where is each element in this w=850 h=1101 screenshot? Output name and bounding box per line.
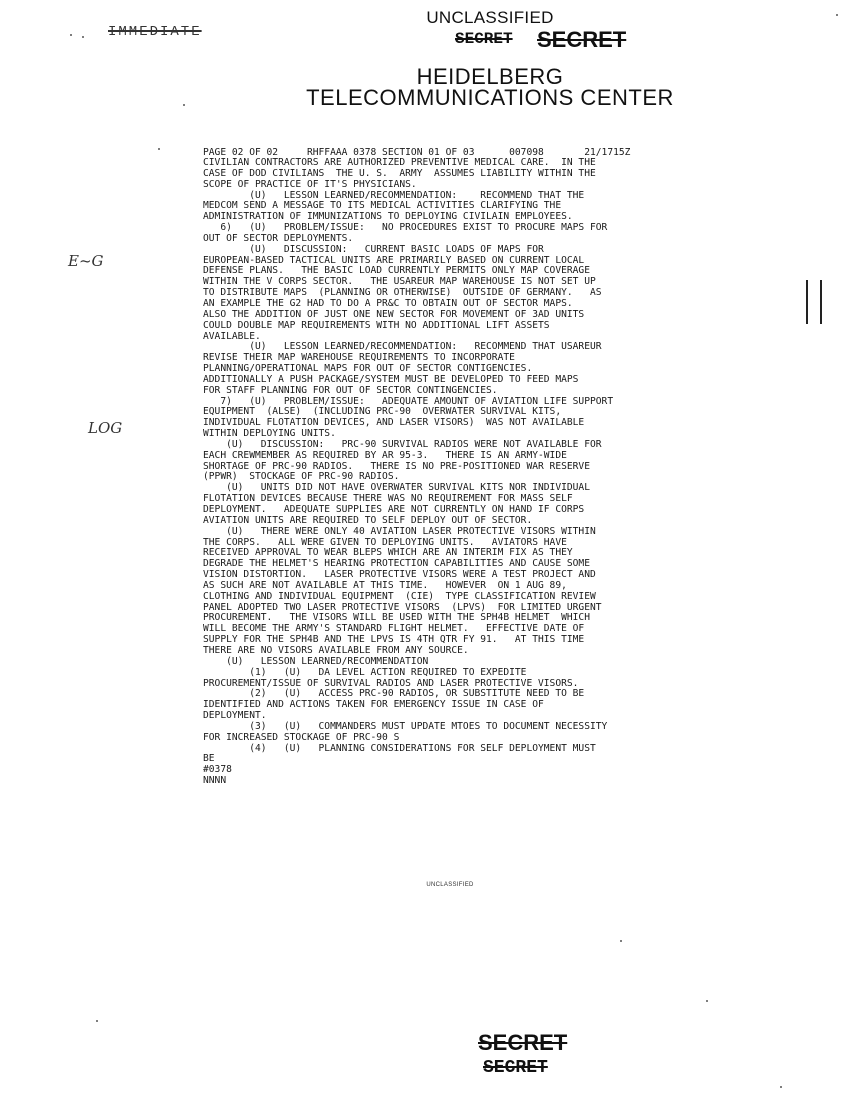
scan-speck [158, 148, 160, 150]
scan-speck [70, 34, 72, 36]
corner-precedence-mark: IMMEDIATE [108, 24, 202, 40]
secret-strikethrough-marking: SECRET [455, 30, 513, 48]
secret-marking-header: SECRET [537, 27, 627, 52]
scan-speck [836, 14, 838, 16]
center-title-line-2: TELECOMMUNICATIONS CENTER [306, 85, 674, 110]
scan-speck [780, 1086, 782, 1088]
scan-speck [183, 104, 185, 106]
footer-classification: UNCLASSIFIED [426, 882, 474, 888]
scan-speck [620, 940, 622, 942]
center-title-line-1: HEIDELBERG [416, 64, 564, 89]
top-classification: UNCLASSIFIED [426, 8, 554, 27]
margin-bracket-mark [806, 280, 822, 324]
scan-speck [82, 36, 84, 38]
secret-marking-footer: SECRET [478, 1030, 568, 1055]
message-body: CIVILIAN CONTRACTORS ARE AUTHORIZED PREVENTIVE MEDICAL CARE. IN THE CASE OF DOD CIVILIANS THE U. S. ARMY ASSUMES LIABILITY WITHIN THE SCOPE OF PRACTICE OF IT'S PHYSICIANS. (U) LESSON LEARNED/RECOMMENDATION: RECOMMEND THAT THE MEDCOM SEND A MESSAGE TO ITS MEDICAL ACTIVITIES CLARIFYING THE ADMINISTRATION OF IMMUNIZATIONS TO DEPLOYING CIVILAIN EMPLOYEES. 6) (U) PROBLEM/ISSUE: NO PROCEDURES EXIST TO PROCURE MAPS FOR OUT OF SECTOR DEPLOYMENTS. (U) DISCUSSION: CURRENT BASIC LOADS OF MAPS FOR EUROPEAN-BASED TACTICAL UNITS ARE PRIMARILY BASED ON CURRENT LOCAL DEFENSE PLANS. THE BASIC LOAD CURRENTLY PERMITS ONLY MAP COVERAGE WITHIN THE V CORPS SECTOR. THE USAREUR MAP WAREHOUSE IS NOT SET UP TO DISTRIBUTE MAPS (PLANNING OR OTHERWISE) OUTSIDE OF GERMANY. AS AN EXAMPLE THE G2 HAD TO DO A PR&C TO OBTAIN OUT OF SECTOR MAPS. ALSO THE ADDITION OF JUST ONE NEW SECTOR FOR MOVEMENT OF 3AD UNITS COULD DOUBLE MAP REQUIREMENTS WITH NO ADDITIONAL LIFT ASSETS AVAILABLE. (U) LESSON LEARNED/RECOMMENDATION: RECOMMEND THAT USAREUR REVISE THEIR MAP WAREHOUSE REQUIREMENTS TO INCORPORATE PLANNING/OPERATIONAL MAPS FOR OUT OF SECTOR CONTIGENCIES. ADDITIONALLY A PUSH PACKAGE/SYSTEM MUST BE DEVELOPED TO FEED MAPS FOR STAFF PLANNING FOR OUT OF SECTOR CONTINGENCIES. 7) (U) PROBLEM/ISSUE: ADEQUATE AMOUNT OF AVIATION LIFE SUPPORT EQUIPMENT (ALSE) (INCLUDING PRC-90 OVERWATER SURVIVAL KITS, INDIVIDUAL FLOTATION DEVICES, AND LASER VISORS) WAS NOT AVAILABLE WITHIN DEPLOYING UNITS. (U) DISCUSSION: PRC-90 SURVIVAL RADIOS WERE NOT AVAILABLE FOR EACH CREWMEMBER AS REQUIRED BY AR 95-3. THERE IS AN ARMY-WIDE SHORTAGE OF PRC-90 RADIOS. THERE IS NO PRE-POSITIONED WAR RESERVE (PPWR) STOCKAGE OF PRC-90 RADIOS. (U) UNITS DID NOT HAVE OVERWATER SURVIVAL KITS NOR INDIVIDUAL FLOTATION DEVICES BECAUSE THERE WAS NO REQUIREMENT FOR MASS SELF DEPLOYMENT. ADEQUATE SUPPLIES ARE NOT CURRENTLY ON HAND IF CORPS AVIATION UNITS ARE REQUIRED TO SELF DEPLOY OUT OF SECTOR. (U) THERE WERE ONLY 40 AVIATION LASER PROTECTIVE VISORS WITHIN THE CORPS. ALL WERE GIVEN TO DEPLOYING UNITS. AVIATORS HAVE RECEIVED APPROVAL TO WEAR BLEPS WHICH ARE AN INTERIM FIX AS THEY DEGRADE THE HELMET'S HEARING PROTECTION CAPABILITIES AND CAUSE SOME VISION DISTORTION. LASER PROTECTIVE VISORS WERE A TEST PROJECT AND AS SUCH ARE NOT AVAILABLE AT THIS TIME. HOWEVER ON 1 AUG 89, CLOTHING AND INDIVIDUAL EQUIPMENT (CIE) TYPE CLASSIFICATION REVIEW PANEL ADOPTED TWO LASER PROTECTIVE VISORS (LPVS) FOR LIMITED URGENT PROCUREMENT. THE VISORS WILL BE USED WITH THE SPH4B HELMET WHICH WILL BECOME THE ARMY'S STANDARD FLIGHT HELMET. EFFECTIVE DATE OF SUPPLY FOR THE SPH4B AND THE LPVS IS 4TH QTR FY 91. AT THIS TIME THERE ARE NO VISORS AVAILABLE FROM ANY SOURCE. (U) LESSON LEARNED/RECOMMENDATION (1) (U) DA LEVEL ACTION REQUIRED TO EXPEDITE PROCUREMENT/ISSUE OF SURVIVAL RADIOS AND LASER PROTECTIVE VISORS. (2) (U) ACCESS PRC-90 RADIOS, OR SUBSTITUTE NEED TO BE IDENTIFIED AND ACTIONS TAKEN FOR EMERGENCY ISSUE IN CASE OF DEPLOYMENT. (3) (U) COMMANDERS MUST UPDATE MTOES TO DOCUMENT NECESSITY FOR INCREASED STOCKAGE OF PRC-90 S (4) (U) PLANNING CONSIDERATIONS FOR SELF DEPLOYMENT MUST BE #0378 NNNN [203, 157, 614, 787]
scan-speck [96, 1020, 98, 1022]
scan-speck [706, 1000, 708, 1002]
message-page-header: PAGE 02 OF 02 RHFFAAA 0378 SECTION 01 OF 03 007098 21/1715Z [203, 147, 631, 158]
secret-strikethrough-footer: SECRET [483, 1058, 548, 1078]
handwritten-annotation-2: LOG [88, 419, 123, 437]
handwritten-annotation-1: E~G [68, 252, 104, 270]
